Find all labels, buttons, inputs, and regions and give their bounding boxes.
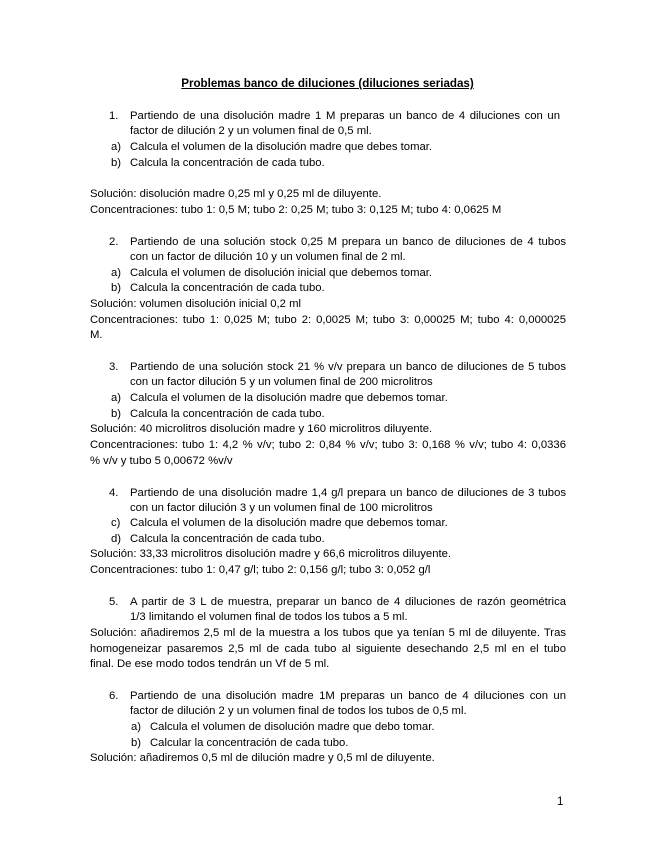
- solution-line: Concentraciones: tubo 1: 0,025 M; tubo 2: 0,0025 M; tubo 3: 0,00025 M; tubo 4: 0,000025: [90, 314, 566, 326]
- solution-line: Solución: añadiremos 0,5 ml de dilución madre y 0,5 ml de diluyente.: [90, 752, 435, 764]
- problem-statement-line: con un factor dilución 3 y un volumen final de 100 microlitros: [130, 502, 433, 514]
- problem-statement-line: Partiendo de una disolución madre 1M preparas un banco de 4 diluciones con un: [130, 690, 566, 702]
- solution-line: final. De ese modo todos tendrán un Vf de 5 ml.: [90, 658, 330, 670]
- subitem-text: Calcula el volumen de la disolución madre que debemos tomar.: [130, 392, 448, 404]
- subitem-text: Calcula el volumen de disolución madre que debo tomar.: [150, 721, 435, 733]
- problem-statement-line: Partiendo de una solución stock 21 % v/v prepara un banco de diluciones de 5 tubos: [130, 361, 566, 373]
- subitem-text: Calcula la concentración de cada tubo.: [130, 157, 325, 169]
- problem-statement-line: 1/3 limitando el volumen final de todos los tubos a 5 ml.: [130, 611, 408, 623]
- solution-line: Concentraciones: tubo 1: 0,5 M; tubo 2: 0,25 M; tubo 3: 0,125 M; tubo 4: 0,0625 M: [90, 204, 502, 216]
- solution-line: Solución: añadiremos 2,5 ml de la muestra a los tubos que ya tenían 5 ml de diluyente. Tras: [90, 627, 566, 639]
- solution-line: % v/v y tubo 5 0,00672 %v/v: [90, 455, 233, 467]
- solution-line: Solución: disolución madre 0,25 ml y 0,25 ml de diluyente.: [90, 188, 382, 200]
- problem-statement-line: Partiendo de una disolución madre 1,4 g/l prepara un banco de diluciones de 3 tubos: [130, 487, 566, 499]
- subitem-letter: b): [111, 408, 122, 420]
- problem-statement-line: factor de dilución 2 y un volumen final de 0,5 ml.: [130, 125, 372, 137]
- problem-number: 2.: [109, 236, 119, 248]
- subitem-letter: a): [131, 721, 142, 733]
- solution-line: Solución: volumen disolución inicial 0,2 ml: [90, 298, 301, 310]
- problem-statement-line: A partir de 3 L de muestra, preparar un banco de 4 diluciones de razón geométrica: [130, 596, 566, 608]
- solution-line: Concentraciones: tubo 1: 4,2 % v/v; tubo 2: 0,84 % v/v; tubo 3: 0,168 % v/v; tubo 4: 0,0336: [90, 439, 566, 451]
- subitem-text: Calcula la concentración de cada tubo.: [130, 408, 325, 420]
- problem-number: 6.: [109, 690, 119, 702]
- solution-line: Solución: 33,33 microlitros disolución madre y 66,6 microlitros diluyente.: [90, 548, 452, 560]
- problem-statement-line: con un factor dilución 5 y un volumen final de 200 microlitros: [130, 376, 433, 388]
- page-title: Problemas banco de diluciones (diluciones seriadas): [181, 77, 474, 90]
- subitem-text: Calcula el volumen de la disolución madre que debemos tomar.: [130, 517, 448, 529]
- problem-number: 1.: [109, 110, 119, 122]
- subitem-letter: c): [111, 517, 121, 529]
- subitem-letter: a): [111, 267, 122, 279]
- problem-number: 4.: [109, 487, 119, 499]
- problem-statement-line: con un factor de dilución 10 y un volumen final de 2 ml.: [130, 251, 406, 263]
- solution-line: Concentraciones: tubo 1: 0,47 g/l; tubo 2: 0,156 g/l; tubo 3: 0,052 g/l: [90, 564, 431, 576]
- subitem-letter: a): [111, 141, 122, 153]
- solution-line: M.: [90, 329, 103, 341]
- subitem-letter: b): [111, 157, 122, 169]
- solution-line: Solución: 40 microlitros disolución madre y 160 microlitros diluyente.: [90, 423, 433, 435]
- subitem-text: Calcula la concentración de cada tubo.: [130, 533, 325, 545]
- subitem-text: Calcula el volumen de disolución inicial que debemos tomar.: [130, 267, 433, 279]
- subitem-text: Calcular la concentración de cada tubo.: [150, 737, 349, 749]
- subitem-letter: b): [131, 737, 142, 749]
- problem-number: 3.: [109, 361, 119, 373]
- subitem-text: Calcula el volumen de la disolución madre que debes tomar.: [130, 141, 433, 153]
- solution-line: homogeneizar pasaremos 2,5 ml de cada tubo al siguiente desechando 2,5 ml en el tubo: [90, 643, 566, 655]
- problem-number: 5.: [109, 596, 119, 608]
- subitem-letter: d): [111, 533, 122, 545]
- subitem-letter: a): [111, 392, 122, 404]
- problem-statement-line: Partiendo de una solución stock 0,25 M prepara un banco de diluciones de 4 tubos: [130, 236, 566, 248]
- page-number: 1: [557, 796, 564, 808]
- subitem-text: Calcula la concentración de cada tubo.: [130, 282, 325, 294]
- problem-statement-line: factor de dilución 2 y un volumen final de todos los tubos de 0,5 ml.: [130, 705, 467, 717]
- problem-statement-line: Partiendo de una disolución madre 1 M preparas un banco de 4 diluciones con un: [130, 110, 560, 122]
- subitem-letter: b): [111, 282, 122, 294]
